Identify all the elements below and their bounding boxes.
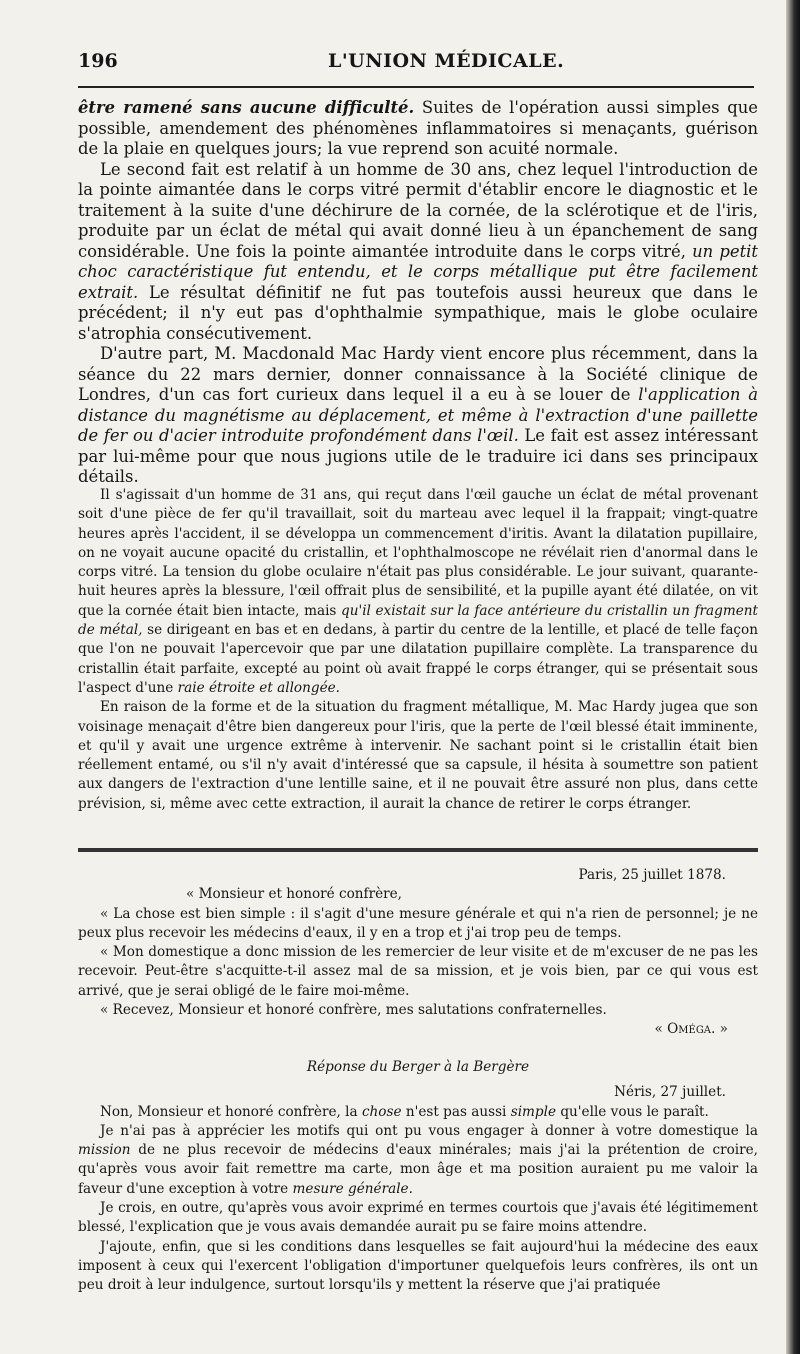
letter-paragraph-2: « Mon domestique a donc mission de les remercier de leur visite et de m'excuser de ne pas les recevoir. Peut-être s'acquitte-t-il assez mal de sa mission, et je vois bien, par ce qui vous est arrivé, que je serai obligé de le faire moi-même.: [78, 944, 758, 999]
reply-letter: [78, 1058, 758, 1296]
p1-italic: être ramené sans aucune difficulté.: [78, 98, 415, 117]
letter-omega: [78, 866, 758, 1040]
article-body: [78, 98, 758, 488]
article-paragraph-1: être ramené sans aucune difficulté. Suites de l'opération aussi simples que possible, amendement des phénomènes inflammatoires si menaçants, guérison de la plaie en quelques jours; la vue reprend son acuité normale.: [78, 98, 758, 158]
reply-dateline: Néris, 27 juillet.: [614, 1084, 726, 1101]
letter-paragraph-3: « Recevez, Monsieur et honoré confrère, mes salutations confraternelles.: [100, 1002, 607, 1019]
section-separator: [78, 848, 758, 852]
reply-title: Réponse du Berger à la Bergère: [306, 1059, 530, 1075]
article-paragraph-2: Le second fait est relatif à un homme de 30 ans, chez lequel l'introduction de la pointe aimantée dans le corps vitré permit d'établir encore le diagnostic et le traitement à la suite d'une déchirure de la cornée, de la sclérotique et de l'iris, produite par un éclat de métal qui avait donné lieu à un épanchement de sang considérable. Une fois la pointe aimantée introduite dans le corps vitré, un petit choc caractéristique fut entendu, et le corps métallique put être facilement extrait. Le résultat définitif ne fut pas toutefois aussi heureux que dans le précédent; il n'y eut pas d'ophthalmie sympathique, mais le globe oculaire s'atrophia consécutivement.: [78, 159, 758, 343]
case-paragraph-2: En raison de la forme et de la situation du fragment métallique, M. Mac Hardy jugea que son voisinage menaçait d'être bien dangereux pour l'iris, que la perte de l'œil blessé était imminente, et qu'il y avait une urgence extrême à intervenir. Ne sachant point si le cristallin était bien réellement entamé, ou s'il n'y avait d'intéressé que sa capsule, il hésita à soumettre son patient aux dangers de l'extraction d'une lentille saine, et il ne pouvait être assuré non plus, dans cette prévision, si, même avec cette extraction, il aurait la chance de retirer le corps étranger.: [78, 699, 758, 812]
reply-paragraph-2: Je n'ai pas à apprécier les motifs qui ont pu vous engager à donner à votre domestique la mission de ne plus recevoir de médecins d'eaux minérales; mais j'ai la prétention de croire, qu'après vous avoir fait remettre ma carte, mon âge et ma position auraient pu me valoir la faveur d'une exception à votre mesure générale.: [78, 1122, 758, 1197]
case-report: [78, 486, 758, 814]
reply-paragraph-4: J'ajoute, enfin, que si les conditions dans lesquelles se fait aujourd'hui la médecine des eaux imposent à ceux qui l'exercent l'obligation d'importuner quelquefois leurs confrères, ils ont un peu droit à leur indulgence, surtout lorsqu'ils y mettent la réserve que j'ai pratiquée: [78, 1238, 758, 1294]
reply-paragraph-3: Je crois, en outre, qu'après vous avoir exprimé en termes courtois que j'avais été légitimement blessé, l'explication que je vous avais demandée aurait pu se faire moins attendre.: [78, 1200, 758, 1236]
letter-paragraph-1: « La chose est bien simple : il s'agit d'une mesure générale et qui n'a rien de personnel; je ne peux plus recevoir les médecins d'eaux, il y en a trop et j'ai trop peu de temps.: [78, 905, 758, 941]
reply-paragraph-1: Non, Monsieur et honoré confrère, la chose n'est pas aussi simple qu'elle vous le paraît.: [100, 1103, 709, 1120]
letter-dateline: Paris, 25 juillet 1878.: [578, 867, 726, 883]
page-header: [78, 48, 758, 78]
article-paragraph-3: D'autre part, M. Macdonald Mac Hardy vient encore plus récemment, dans la séance du 22 mars dernier, donner connaissance à la Société clinique de Londres, d'un cas fort curieux dans lequel il a eu à se louer de l'application à distance du magnétisme au déplacement, et même à l'extraction d'une paillette de fer ou d'acier introduite profondément dans l'œil. Le fait est assez intéressant par lui-même pour que nous jugions utile de le traduire ici dans ses principaux détails.: [78, 344, 758, 486]
running-title: L'UNION MÉDICALE.: [328, 50, 565, 72]
letter-salutation: « Monsieur et honoré confrère,: [186, 886, 402, 903]
letter-signature: « Oméga. »: [654, 1021, 728, 1038]
case-paragraph-1: Il s'agissait d'un homme de 31 ans, qui reçut dans l'œil gauche un éclat de métal provenant soit d'une pièce de fer qu'il travaillait, soit du marteau avec lequel il la frappait; vingt-quatre heures après l'accident, il se développa un commencement d'iritis. Avant la dilatation pupillaire, on ne voyait aucune opacité du cristallin, et l'ophthalmoscope ne révélait rien d'anormal dans le corps vitré. La tension du globe oculaire n'était pas plus considérable. Le jour suivant, quarante-huit heures après la blessure, l'œil offrait plus de sensibilité, et la pupille ayant été dilatée, on vit que la cornée était bien intacte, mais qu'il existait sur la face antérieure du cristallin un fragment de métal, se dirigeant en bas et en dedans, à partir du centre de la lentille, et placé de telle façon que l'on ne pouvait l'apercevoir que par une dilatation pupillaire complète. La transparence du cristallin était parfaite, excepté au point où avait frappé le corps étranger, qui se présentait sous l'aspect d'une raie étroite et allongée.: [78, 487, 758, 696]
p3-italic: l'application à distance du magnétisme au déplacement, et même à l'extraction d'une paillette de fer ou d'acier introduite profondément dans l'œil.: [78, 385, 758, 445]
page-binding-edge: [786, 0, 800, 1354]
p2-italic: un petit choc caractéristique fut entendu, et le corps métallique put être facilement extrait.: [78, 241, 758, 302]
page-number: 196: [78, 50, 118, 72]
header-rule: [78, 86, 754, 88]
